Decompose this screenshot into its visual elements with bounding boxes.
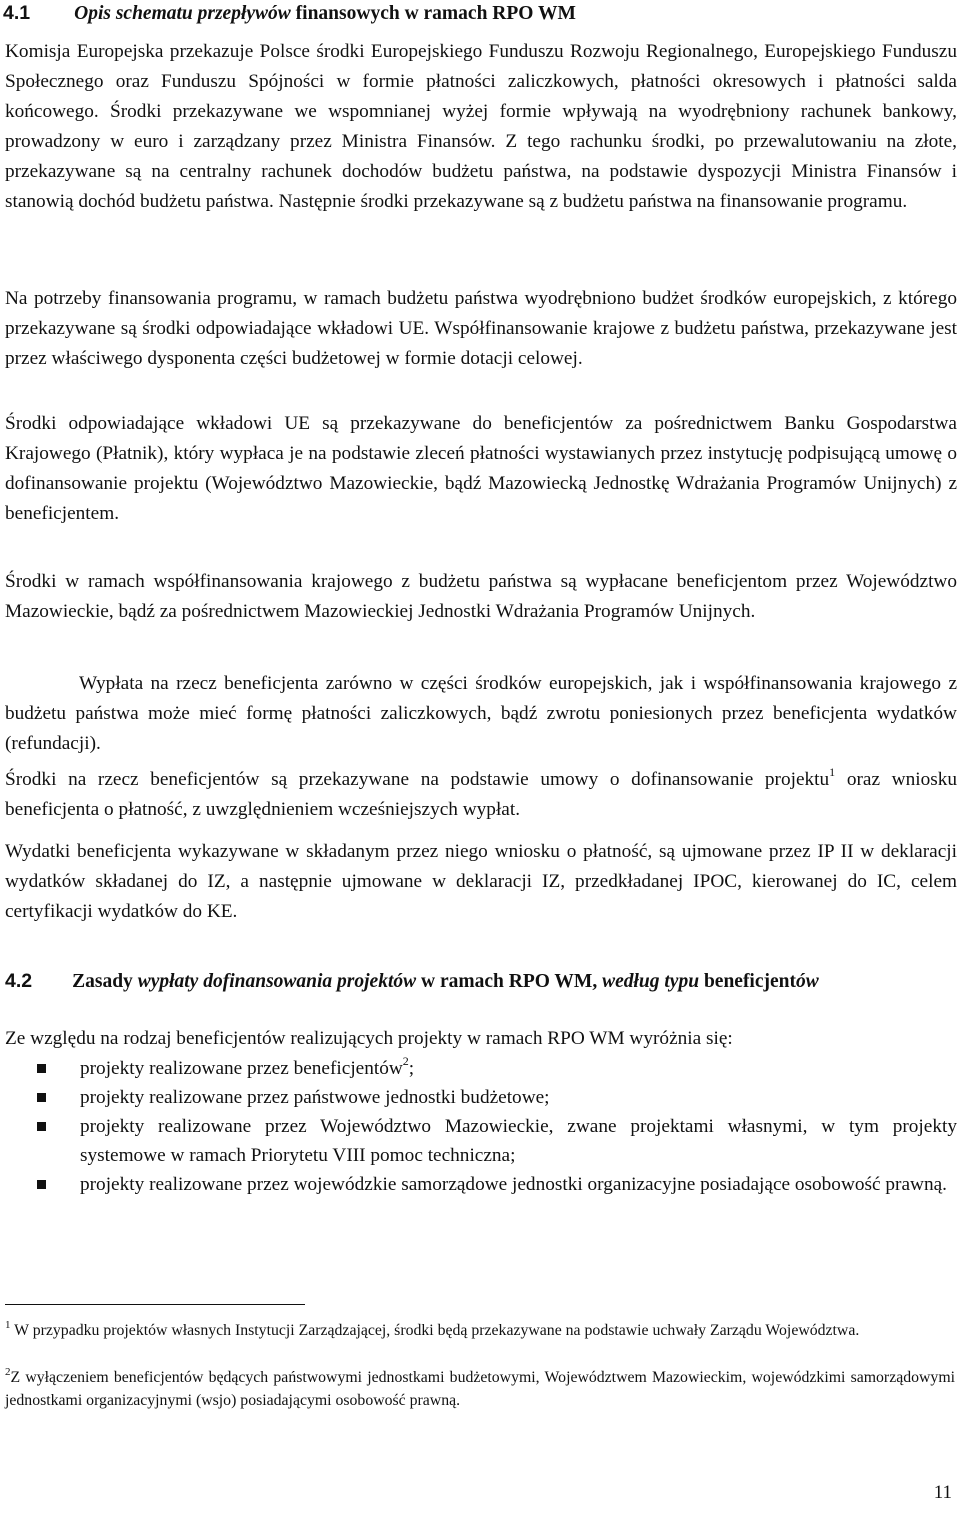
square-bullet-icon: [37, 1122, 46, 1131]
section-heading-4-1: [3, 0, 955, 27]
section-title-italic: wypłaty dofinansowania projektów: [137, 971, 417, 992]
list-item-text: projekty realizowane przez Województwo Mazowieckie, zwane projektami własnymi, w tym projekty systemowe w ramach Priorytetu VIII pomoc techniczna;: [80, 1116, 957, 1166]
section-number: 4.1: [3, 2, 31, 24]
project-type-list: [5, 1054, 957, 1199]
paragraph-2: Na potrzeby finansowania programu, w ramach budżetu państwa wyodrębniono budżet środków europejskich, z którego przekazywane są środki odpowiadające wkładowi UE. Współfinansowanie krajowe z budżetu państwa, przekazywane jest przez właściwego dysponenta części budżetowej w formie dotacji celowej.: [5, 288, 957, 369]
section-title-part: w ramach RPO WM,: [416, 971, 603, 992]
list-item-text: projekty realizowane przez beneficjentów: [80, 1058, 403, 1079]
list-item: [5, 1112, 957, 1170]
paragraph-5: Wypłata na rzecz beneficjenta zarówno w części środków europejskich, jak i współfinansowania krajowego z budżetu państwa może mieć formę płatności zaliczkowych, bądź zwrotu poniesionych przez beneficjenta wydatków (refundacji).: [5, 673, 957, 754]
section-title-italic: według typu: [602, 971, 700, 992]
list-item: [5, 1083, 957, 1112]
section-title-italic: ów: [796, 971, 819, 992]
footnote-1: [5, 1319, 955, 1342]
section-intro: Ze względu na rodzaj beneficjentów realizujących projekty w ramach RPO WM wyróżnia się:: [5, 1028, 733, 1049]
footnote-2: [5, 1366, 955, 1412]
list-item: [5, 1054, 957, 1083]
footnote-separator: [5, 1304, 305, 1305]
list-item: [5, 1170, 957, 1199]
section-title-part: beneficjent: [699, 971, 796, 992]
section-heading-4-2: [5, 966, 957, 997]
paragraph-7: Wydatki beneficjenta wykazywane w składanym przez niego wniosku o płatność, są ujmowane przez IP II w deklaracji wydatków składanej do IZ, a następnie ujmowane w deklaracji IZ, przedkładanej IPOC, kierowanej do IC, celem certyfikacji wydatków do KE.: [5, 841, 957, 922]
page-number: 11: [933, 1482, 952, 1503]
footnote-mark: 2: [5, 1366, 11, 1378]
footnote-ref-1[interactable]: 1: [829, 765, 836, 779]
paragraph-6-text-a: Środki na rzecz beneficjentów są przekazywane na podstawie umowy o dofinansowanie projektu: [5, 769, 830, 790]
list-item-text: projekty realizowane przez wojewódzkie samorządowe jednostki organizacyjne posiadające osobowość prawną.: [80, 1174, 947, 1195]
section-title-italic: Opis schematu przepływów: [74, 3, 291, 24]
footnote-mark: 1: [5, 1319, 11, 1331]
section-title-part: Zasady: [72, 971, 138, 992]
square-bullet-icon: [37, 1093, 46, 1102]
paragraph-3: Środki odpowiadające wkładowi UE są przekazywane do beneficjentów za pośrednictwem Banku Gospodarstwa Krajowego (Płatnik), który wypłaca je na podstawie zleceń płatności wystawianych przez instytucję podpisującą umowę o dofinansowanie projektu (Województwo Mazowieckie, bądź Mazowiecką Jednostkę Wdrażania Programów Unijnych) z beneficjentem.: [5, 413, 957, 524]
square-bullet-icon: [37, 1180, 46, 1189]
section-title-rest: finansowych w ramach RPO WM: [290, 3, 576, 24]
paragraph-4: Środki w ramach współfinansowania krajowego z budżetu państwa są wypłacane beneficjentom przez Województwo Mazowieckie, bądź za pośrednictwem Mazowieckiej Jednostki Wdrażania Programów Unijnych.: [5, 571, 957, 622]
footnote-text: W przypadku projektów własnych Instytucji Zarządzającej, środki będą przekazywane na podstawie uchwały Zarządu Województwa.: [10, 1322, 860, 1339]
section-number: 4.2: [5, 970, 33, 992]
footnote-ref-2[interactable]: 2: [402, 1054, 409, 1068]
footnote-text: Z wyłączeniem beneficjentów będących państwowymi jednostkami budżetowymi, Województwem Mazowieckim, wojewódzkimi samorządowymi jednostkami organizacyjnymi (wsjo) posiadającymi osobowość prawną.: [5, 1369, 955, 1409]
square-bullet-icon: [37, 1064, 46, 1073]
list-item-text-end: ;: [408, 1058, 415, 1079]
paragraph-6-text-b: oraz wniosku beneficjenta o płatność, z uwzględnieniem wcześniejszych wypłat.: [5, 769, 957, 820]
paragraph-6: [5, 765, 957, 825]
list-item-text: projekty realizowane przez państwowe jednostki budżetowe;: [80, 1087, 550, 1108]
paragraph-1: Komisja Europejska przekazuje Polsce środki Europejskiego Funduszu Rozwoju Regionalnego, Europejskiego Funduszu Społecznego oraz Funduszu Spójności w formie płatności zaliczkowych, płatności okresowych i płatności salda końcowego. Środki przekazywane we wspomnianej wyżej formie wpływają na wyodrębniony rachunek bankowy, prowadzony w euro i zarządzany przez Ministra Finansów. Z tego rachunku środki, po przewalutowaniu na złote, przekazywane są na centralny rachunek dochodów budżetu państwa, na podstawie dyspozycji Ministra Finansów i stanowią dochód budżetu państwa. Następnie środki przekazywane są z budżetu państwa na finansowanie programu.: [5, 41, 957, 212]
